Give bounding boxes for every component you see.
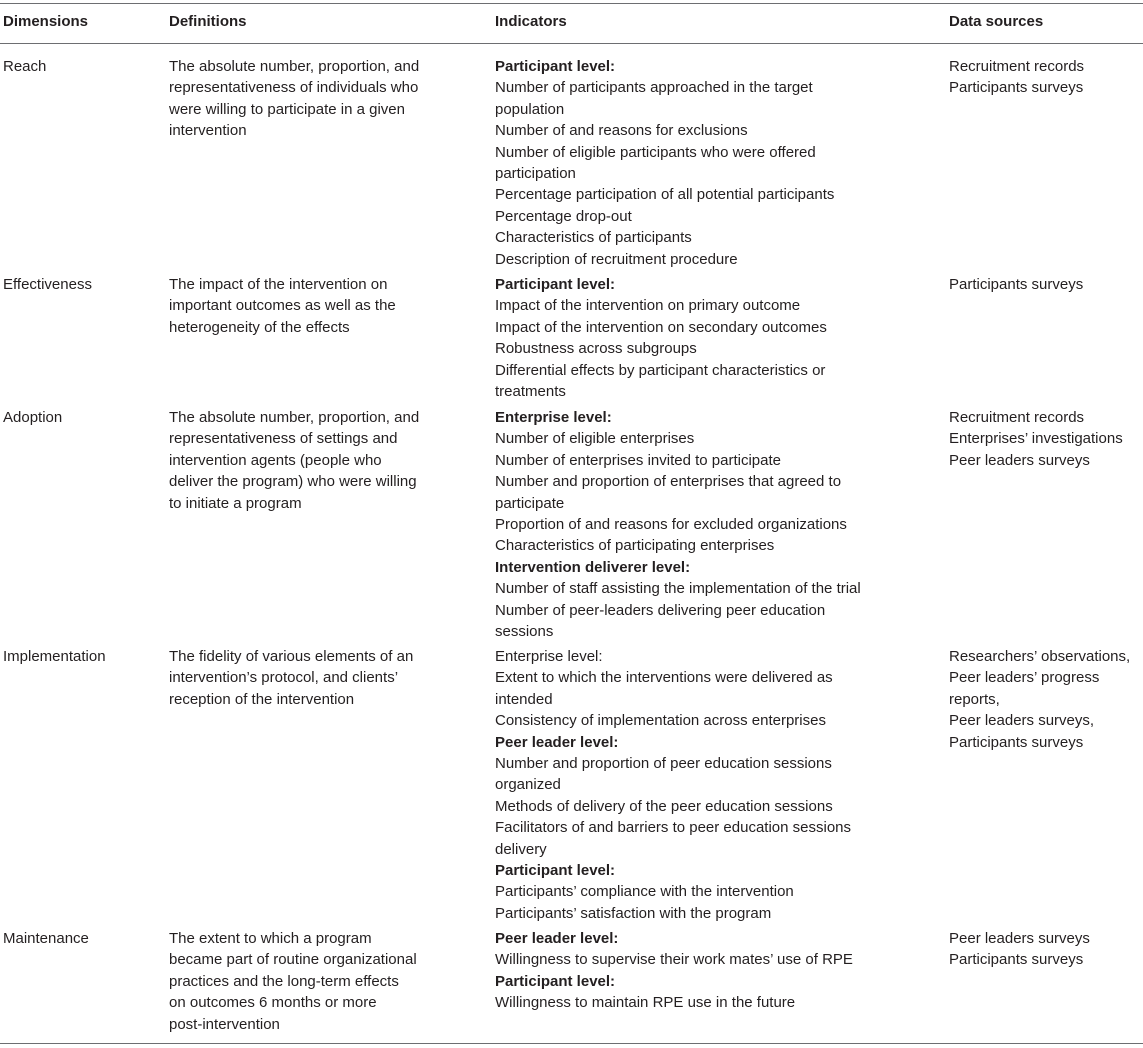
indicators-cell xyxy=(495,407,875,642)
data-source-line: reports, xyxy=(949,690,1000,708)
indicator-line: Differential effects by participant characteristics or xyxy=(495,361,826,379)
indicator-line: Impact of the intervention on secondary outcomes xyxy=(495,318,827,336)
data-source-line: Peer leaders surveys, xyxy=(949,712,1095,730)
indicator-line: Number and proportion of peer education sessions xyxy=(495,755,832,773)
indicator-line: intended xyxy=(495,690,553,708)
definition-line: deliver the program) who were willing xyxy=(169,473,417,491)
definition-line: heterogeneity of the effects xyxy=(169,318,350,336)
indicator-line: Willingness to maintain RPE use in the future xyxy=(495,994,796,1012)
indicator-level-heading: Enterprise level: xyxy=(495,409,612,426)
indicator-line: Extent to which the interventions were delivered as xyxy=(495,669,833,687)
indicator-line: Consistency of implementation across enterprises xyxy=(495,712,826,730)
indicator-line: Number of staff assisting the implementation of the trial xyxy=(495,580,861,598)
header-indicators: Indicators xyxy=(495,13,567,30)
definition-cell xyxy=(169,928,439,1035)
definition-line: on outcomes 6 months or more xyxy=(169,994,377,1012)
dimension-label: Effectiveness xyxy=(3,276,92,293)
table-header-row xyxy=(0,10,1143,34)
header-dimensions: Dimensions xyxy=(3,13,89,30)
indicator-line: Participants’ compliance with the intervention xyxy=(495,883,794,901)
indicator-line: organized xyxy=(495,776,561,794)
data-sources-cell xyxy=(949,646,1143,753)
data-source-line: Participants surveys xyxy=(949,79,1084,97)
dimension-cell xyxy=(3,407,163,428)
data-source-line: Peer leaders surveys xyxy=(949,451,1090,469)
indicator-line: Robustness across subgroups xyxy=(495,340,697,358)
indicator-line: Percentage participation of all potential participants xyxy=(495,186,835,204)
indicator-line: Percentage drop-out xyxy=(495,207,632,225)
dimension-cell xyxy=(3,928,163,949)
dimension-label: Implementation xyxy=(3,648,106,665)
indicator-level-heading: Peer leader level: xyxy=(495,733,619,751)
data-source-line: Recruitment records xyxy=(949,58,1085,75)
indicator-line: Participants’ satisfaction with the program xyxy=(495,904,772,922)
indicator-level-heading: Participant level: xyxy=(495,972,616,990)
indicator-line: participation xyxy=(495,165,576,183)
data-sources-cell xyxy=(949,407,1143,471)
dimension-cell xyxy=(3,274,163,295)
table-top-rule xyxy=(0,3,1143,4)
indicator-level-heading: Intervention deliverer level: xyxy=(495,558,691,576)
indicator-line: delivery xyxy=(495,840,547,858)
indicators-cell xyxy=(495,274,875,402)
indicator-line: Characteristics of participants xyxy=(495,229,692,247)
table-header-rule xyxy=(0,43,1143,44)
indicator-line: sessions xyxy=(495,623,554,641)
definition-cell xyxy=(169,646,439,710)
data-source-line: Peer leaders surveys xyxy=(949,930,1090,947)
indicators-cell xyxy=(495,646,875,924)
indicator-line: Number of enterprises invited to participate xyxy=(495,451,781,469)
header-data-sources: Data sources xyxy=(949,13,1044,30)
definition-line: important outcomes as well as the xyxy=(169,297,396,315)
data-sources-cell xyxy=(949,928,1143,971)
dimension-cell xyxy=(3,56,163,77)
indicator-line: Number of participants approached in the target xyxy=(495,79,813,97)
indicators-cell xyxy=(495,928,875,1014)
definition-line: intervention agents (people who xyxy=(169,451,382,469)
indicator-line: Number of and reasons for exclusions xyxy=(495,122,748,140)
indicator-line: Number and proportion of enterprises that agreed to xyxy=(495,473,842,491)
data-source-line: Researchers’ observations, xyxy=(949,648,1131,665)
indicator-line: Number of eligible enterprises xyxy=(495,430,695,448)
indicator-line: Characteristics of participating enterprises xyxy=(495,537,775,555)
definition-line: representativeness of settings and xyxy=(169,430,398,448)
table-bottom-rule xyxy=(0,1043,1143,1044)
header-definitions: Definitions xyxy=(169,13,247,30)
data-sources-cell xyxy=(949,56,1143,99)
definition-cell xyxy=(169,274,439,338)
indicator-level-heading: Participant level: xyxy=(495,276,616,293)
definition-line: became part of routine organizational xyxy=(169,951,417,969)
definition-line: The extent to which a program xyxy=(169,930,372,947)
indicator-line: Number of eligible participants who were offered xyxy=(495,143,816,161)
indicator-line: Description of recruitment procedure xyxy=(495,250,738,268)
data-source-line: Participants surveys xyxy=(949,733,1084,751)
indicator-level-heading: Participant level: xyxy=(495,862,616,880)
indicator-line: treatments xyxy=(495,383,566,401)
indicator-line: Facilitators of and barriers to peer education sessions xyxy=(495,819,852,837)
indicator-line: Number of peer-leaders delivering peer education xyxy=(495,601,826,619)
indicator-line: population xyxy=(495,100,565,118)
definition-line: intervention xyxy=(169,122,247,140)
dimension-label: Adoption xyxy=(3,409,63,426)
data-source-line: Peer leaders’ progress xyxy=(949,669,1100,687)
definition-line: reception of the intervention xyxy=(169,690,355,708)
indicator-level-heading: Peer leader level: xyxy=(495,930,619,947)
definition-line: representativeness of individuals who xyxy=(169,79,419,97)
indicator-line: Willingness to supervise their work mates’ use of RPE xyxy=(495,951,853,969)
definition-line: The impact of the intervention on xyxy=(169,276,388,293)
definition-line: The absolute number, proportion, and xyxy=(169,58,420,75)
indicator-line: Impact of the intervention on primary outcome xyxy=(495,297,801,315)
definition-line: practices and the long-term effects xyxy=(169,972,399,990)
data-source-line: Participants surveys xyxy=(949,951,1084,969)
definition-cell xyxy=(169,56,439,142)
dimension-cell xyxy=(3,646,163,667)
data-source-line: Enterprises’ investigations xyxy=(949,430,1123,448)
definition-line: intervention’s protocol, and clients’ xyxy=(169,669,399,687)
definition-line: post-intervention xyxy=(169,1015,280,1033)
indicator-line: Methods of delivery of the peer education sessions xyxy=(495,797,833,815)
indicators-cell xyxy=(495,56,875,270)
indicator-level-heading: Participant level: xyxy=(495,58,616,75)
definition-line: were willing to participate in a given xyxy=(169,100,405,118)
indicator-line: Proportion of and reasons for excluded organizations xyxy=(495,516,847,534)
indicator-line: participate xyxy=(495,494,565,512)
definition-line: to initiate a program xyxy=(169,494,302,512)
dimension-label: Reach xyxy=(3,58,47,75)
data-source-line: Participants surveys xyxy=(949,276,1084,293)
data-sources-cell xyxy=(949,274,1143,295)
definition-cell xyxy=(169,407,439,514)
data-source-line: Recruitment records xyxy=(949,409,1085,426)
definition-line: The fidelity of various elements of an xyxy=(169,648,414,665)
dimension-label: Maintenance xyxy=(3,930,89,947)
indicator-line: Enterprise level: xyxy=(495,648,603,665)
definition-line: The absolute number, proportion, and xyxy=(169,409,420,426)
